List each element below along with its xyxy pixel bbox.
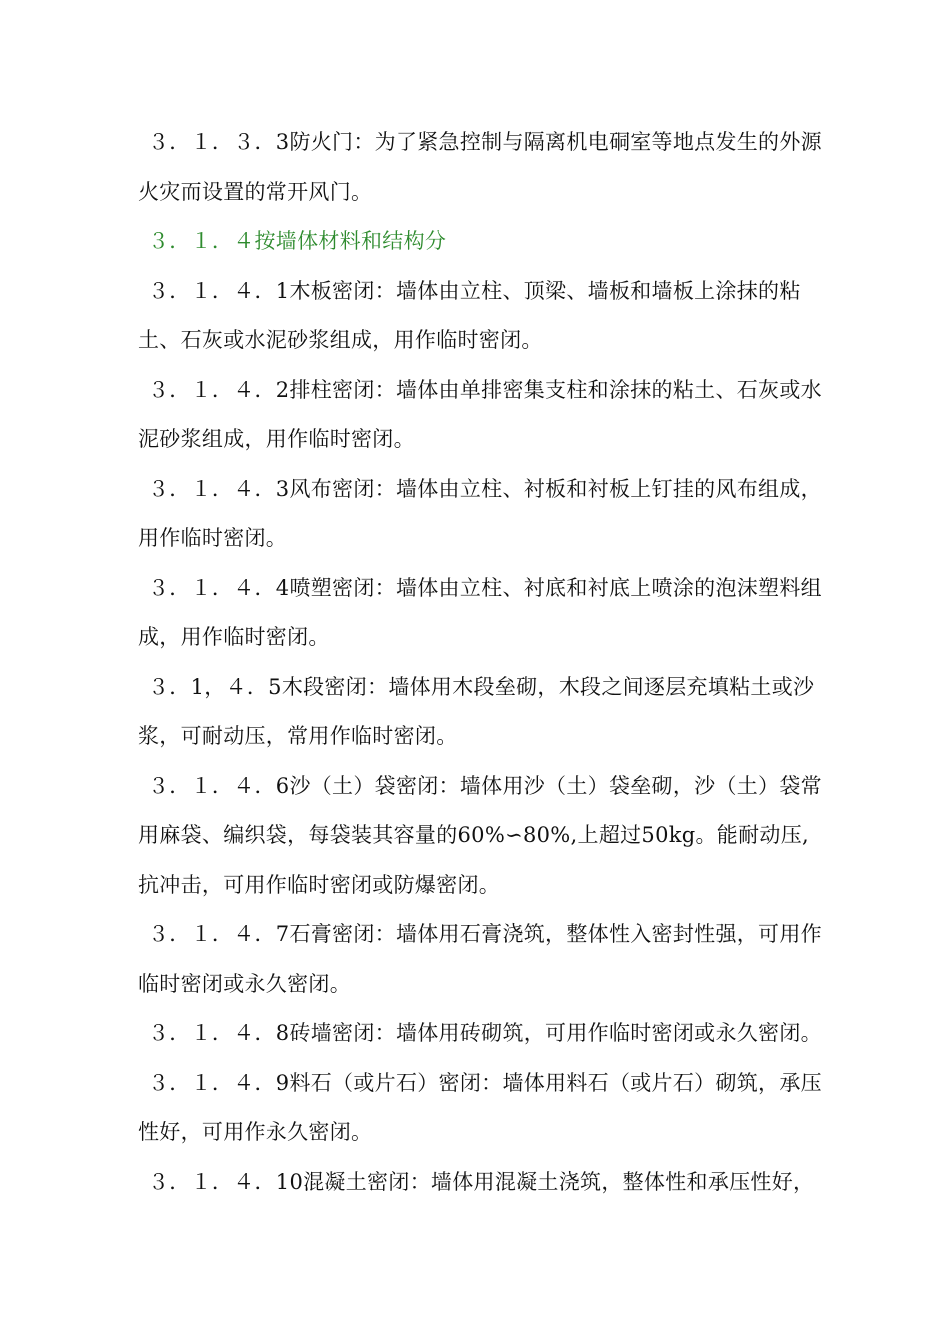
- paragraph-3-1-3-3: ３．１．３．3防火门：为了紧急控制与隔离机电硐室等地点发生的外源火灾而设置的常开风门。: [138, 130, 822, 204]
- paragraph-3-1-4-7: ３．１．４．7石膏密闭：墙体用石膏浇筑，整体性入密封性强，可用作临时密闭或永久密闭。: [138, 922, 822, 996]
- paragraph-3-1-4-1: ３．１．４．1木板密闭：墙体由立柱、顶梁、墙板和墙板上涂抹的粘土、石灰或水泥砂浆组成，用作临时密闭。: [138, 278, 801, 352]
- paragraph-3-1-4-6: ３．１．４．6沙（土）袋密闭：墙体用沙（土）袋垒砌，沙（土）袋常用麻袋、编织袋，每袋装其容量的60%∽80%,上超过50kg。能耐动压,抗冲击，可用作临时密闭或防爆密闭。: [138, 773, 822, 897]
- paragraph-3-1-4-4: ３．１．４．4喷塑密闭：墙体由立柱、衬底和衬底上喷涂的泡沫塑料组成，用作临时密闭。: [138, 575, 822, 649]
- paragraph-3-1-4-5: ３．1，４．5木段密闭：墙体用木段垒砌，木段之间逐层充填粘土或沙浆，可耐动压，常用作临时密闭。: [138, 674, 815, 748]
- paragraph-3-1-4-2: ３．１．４．2排柱密闭：墙体由单排密集支柱和涂抹的粘土、石灰或水泥砂浆组成，用作临时密闭。: [138, 377, 822, 451]
- paragraph-3-1-4-10: ３．１．４．10混凝土密闭：墙体用混凝土浇筑，整体性和承压性好，: [148, 1169, 815, 1194]
- section-heading-3-1-4: ３．１．４按墙体材料和结构分: [148, 229, 447, 253]
- paragraph-3-1-4-3: ３．１．４．3风布密闭：墙体由立柱、衬板和衬板上钉挂的风布组成，用作临时密闭。: [138, 476, 822, 550]
- paragraph-3-1-4-9: ３．１．４．9料石（或片石）密闭：墙体用料石（或片石）砌筑，承压性好，可用作永久密闭。: [138, 1070, 822, 1144]
- paragraph-3-1-4-8: ３．１．４．8砖墙密闭：墙体用砖砌筑，可用作临时密闭或永久密闭。: [148, 1021, 822, 1045]
- document-page: [138, 118, 828, 1207]
